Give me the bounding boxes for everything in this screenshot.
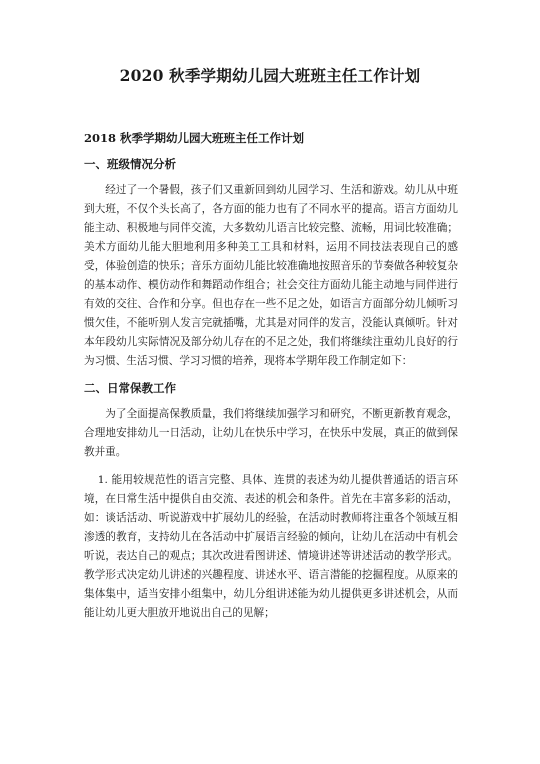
document-body	[84, 130, 458, 632]
paragraph-daily-care-intro: 为了全面提高保教质量，我们将继续加强学习和研究，不断更新教育观念，合理地安排幼儿一日活动，让幼儿在快乐中学习，在快乐中发展，真正的做到保教并重。	[84, 408, 458, 458]
document-title: 2020 秋季学期幼儿园大班班主任工作计划	[119, 66, 421, 85]
section-heading-class-analysis: 一、班级情况分析	[84, 157, 176, 171]
document-subtitle: 2018 秋季学期幼儿园大班班主任工作计划	[84, 131, 305, 145]
list-paragraph-language: 1. 能用较规范性的语言完整、具体、连贯的表述为幼儿提供普通话的语言环境，在日常生活中提供自由交流、表述的机会和条件。首先在丰富多彩的活动，如：谈话活动、听说游戏中扩展幼儿的经验，在活动时教师将注重各个领域互相渗透的教育，支持幼儿在各活动中扩展语言经验的倾向，让幼儿在活动中有机会听说，表达自己的观点；其次改进看图讲述、情境讲述等讲述活动的教学形式。教学形式决定幼儿讲述的兴趣程度、讲述水平、语言潜能的挖掘程度。从原来的集体集中，适当安排小组集中，幼儿分组讲述能为幼儿提供更多讲述机会，从而能让幼儿更大胆放开地说出自己的见解；	[84, 474, 458, 619]
section-heading-daily-care: 二、日常保教工作	[84, 381, 176, 395]
paragraph-class-analysis: 经过了一个暑假，孩子们又重新回到幼儿园学习、生活和游戏。幼儿从中班到大班，不仅个头长高了，各方面的能力也有了不同水平的提高。语言方面幼儿能主动、积极地与同伴交流，大多数幼儿语言比较完整、流畅，用词比较准确；美术方面幼儿能大胆地利用多种美工工具和材料，运用不同技法表现自己的感受，体验创造的快乐；音乐方面幼儿能比较准确地按照音乐的节奏做各种较复杂的基本动作、模仿动作和舞蹈动作组合；社会交往方面幼儿能主动地与同伴进行有效的交往、合作和分享。但也存在一些不足之处，如语言方面部分幼儿倾听习惯欠佳，不能听别人发言完就插嘴，尤其是对同伴的发言，没能认真倾听。针对本年段幼儿实际情况及部分幼儿存在的不足之处，我们将继续注重幼儿良好的行为习惯、生活习惯、学习习惯的培养，现将本学期年段工作制定如下：	[84, 184, 458, 367]
